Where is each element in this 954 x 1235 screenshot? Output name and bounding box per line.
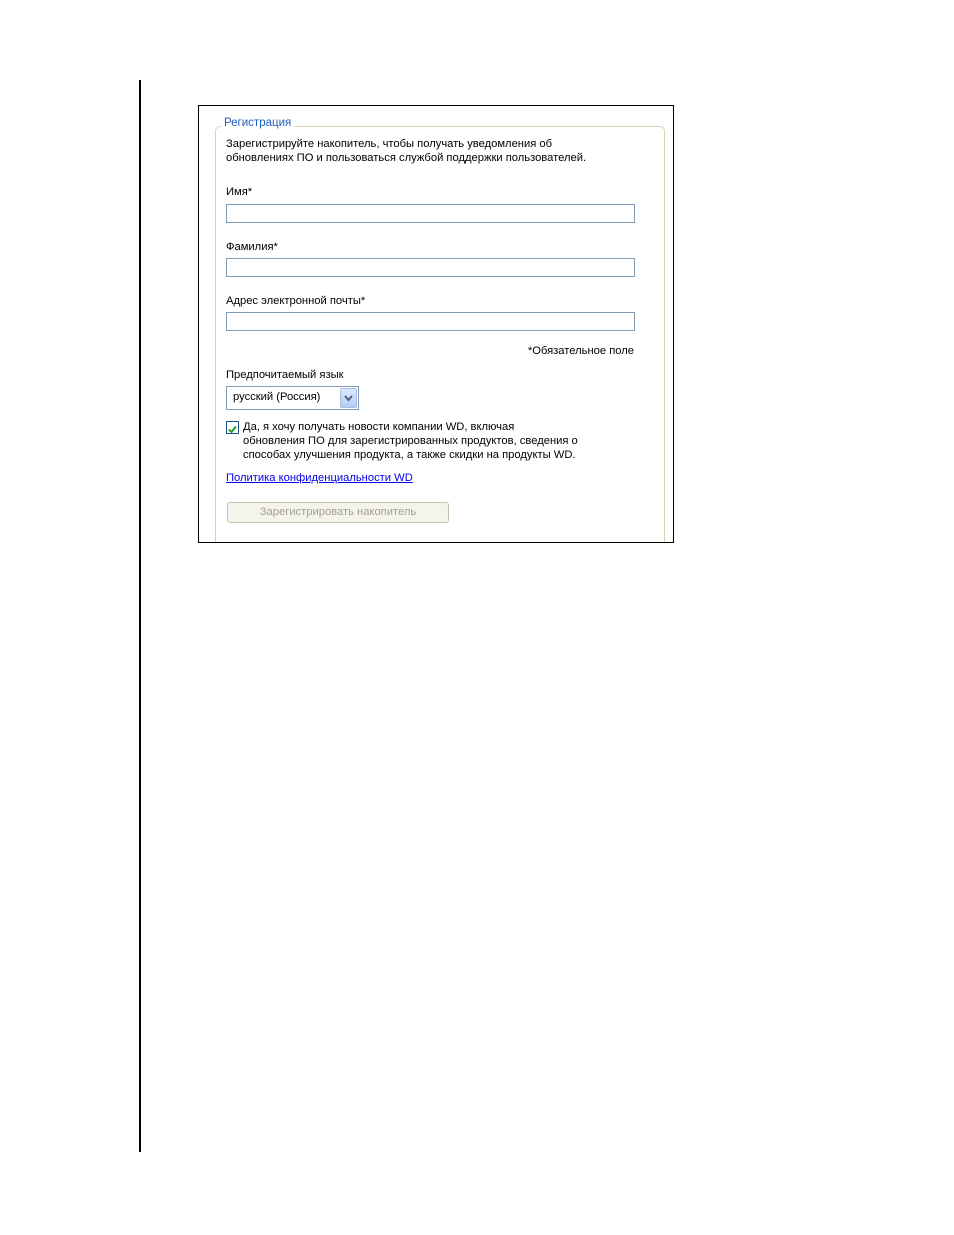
- newsletter-text-line-1: Да, я хочу получать новости компании WD, включая: [243, 421, 515, 433]
- language-label: Предпочитаемый язык: [226, 369, 344, 381]
- newsletter-text-line-3: способах улучшения продукта, а также скидки на продукты WD.: [243, 449, 576, 461]
- required-field-note: *Обязательное поле: [527, 345, 634, 357]
- language-select[interactable]: [226, 386, 359, 410]
- chevron-down-icon: [341, 389, 356, 407]
- language-selected-value: русский (Россия): [233, 391, 321, 403]
- register-drive-button[interactable]: Зарегистрировать накопитель: [227, 502, 449, 523]
- newsletter-text-line-2: обновления ПО для зарегистрированных продуктов, сведения о: [243, 435, 578, 447]
- checkmark-icon: [227, 424, 238, 435]
- last-name-label: Фамилия*: [226, 241, 278, 253]
- privacy-policy-link[interactable]: Политика конфиденциальности WD: [226, 472, 413, 484]
- page-margin-rule: [139, 80, 141, 1152]
- registration-legend: Регистрация: [221, 117, 294, 129]
- intro-text-line-2: обновлениях ПО и пользоваться службой поддержки пользователей.: [226, 152, 587, 164]
- last-name-field[interactable]: [226, 258, 635, 277]
- first-name-label: Имя*: [226, 186, 253, 198]
- dropdown-button[interactable]: [340, 388, 357, 408]
- registration-screenshot: [198, 105, 674, 543]
- first-name-field[interactable]: [226, 204, 635, 223]
- newsletter-checkbox[interactable]: [226, 421, 239, 434]
- email-field[interactable]: [226, 312, 635, 331]
- intro-text-line-1: Зарегистрируйте накопитель, чтобы получать уведомления об: [226, 138, 553, 150]
- email-label: Адрес электронной почты*: [226, 295, 366, 307]
